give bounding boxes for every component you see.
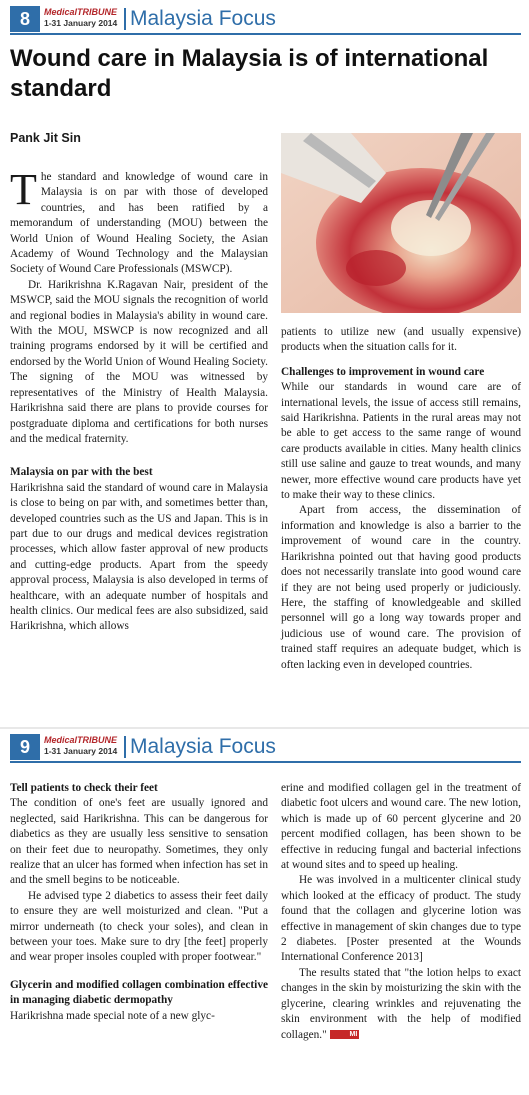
body-paragraph: patients to utilize new (and usually expensive) products when the situation calls for it.	[281, 326, 521, 354]
subheading: Tell patients to check their feet	[10, 782, 158, 794]
article-left-column	[10, 165, 268, 635]
body-paragraph: Harikrishna said the standard of wound care in Malaysia is close to being on par with, and sometimes better than, developed countries such as the US and Japan. This is in part due to our drugs and medical devices registration processes, which allow faster approval of new products and cutting-edge products. Apart from the speedy approval process, Malaysia is also developed in terms of healthcare, with an adequate number of hospitals and health clinics. Our medical fees are also subsidized, said Harikrishna, which allows	[10, 481, 268, 633]
article-headline: Wound care in Malaysia is of international standard	[10, 45, 489, 102]
drop-cap: T	[10, 165, 37, 214]
masthead-logo	[44, 735, 117, 757]
masthead-name: MedicalTRIBUNE	[44, 735, 118, 745]
section-title: Malaysia Focus	[130, 7, 276, 30]
body-paragraph: He was involved in a multicenter clinical study which looked at the efficacy of product. The study found that the collagen and glycerine lotion was effective in management of skin changes due to type 2 diabetes. [Poster presented at the Wounds International Conference 2013]	[281, 874, 521, 964]
author-byline: Pank Jit Sin	[10, 131, 81, 145]
subheading: Malaysia on par with the best	[10, 466, 153, 479]
subheading: Challenges to improvement in wound care	[281, 365, 485, 378]
body-paragraph: Apart from access, the dissemination of information and knowledge is also a barrier to the improvement of wound care in the country. Harikrishna pointed out that having good products does not necessarily translate into good wound care if they are not being used properly or judiciously. Here, the staffing of knowledgeable and skilled personnel will go a long way towards proper and judicious use of wound care. The provision of trained staff requires an adequate budget, which is often lacking even in developed countries.	[281, 504, 521, 671]
article-left-column	[10, 781, 268, 1024]
body-paragraph: While our standards in wound care are of international levels, the issue of access still remains, said Harikrishna. Patients in the rural areas may not be able to get access to the same range of wound care products available in cities. Many health clinics still use saline and gauze to treat wounds, and many newer, more effective wound care products have yet to make their way to these clinics.	[281, 381, 521, 502]
page-number: 8	[10, 6, 40, 32]
body-paragraph: He advised type 2 diabetics to assess their feet daily to ensure they are well moisturized and clean. "Put a mirror underneath (to check your soles), and clean in between your toes. Make sure to dry [the feet] properly and wear proper insoles coupled with proper footwear."	[10, 889, 268, 964]
body-paragraph: Dr. Harikrishna K.Ragavan Nair, president of the MSWCP, said the MOU signals the recognition of world and regional bodies in Malaysia's ability in wound care. With the MOU, MSWCP is now recognized and all training programs endorsed by it will be certified and endorsed by the World Union of Wound Healing Society. The signing of the MOU was witnessed by representatives of the Ministry of Health Malaysia. Harikrishna said there are plans to provide courses for postgraduate diploma and certifications for both nurses and the medical fraternity.	[10, 278, 268, 445]
article-right-column	[281, 325, 521, 673]
header-divider	[124, 736, 126, 758]
wound-photo	[281, 133, 521, 313]
page-separator	[0, 727, 529, 729]
page-number: 9	[10, 734, 40, 760]
page-header	[0, 734, 529, 760]
wound-photo-illustration	[281, 133, 521, 313]
issue-date: 1-31 January 2014	[44, 18, 118, 28]
header-rule	[10, 761, 521, 763]
lead-paragraph: The standard and knowledge of wound care in Malaysia is on par with those of developed countries, and has been ratified by a memorandum of understanding (MOU) between the World Union of Wound Healing Society, the Asian Academy of Wound Technology and the Malaysian Society of Wound Care Professionals (MSWCP).	[10, 165, 268, 276]
masthead-name: MedicalTRIBUNE	[44, 7, 118, 17]
header-divider	[124, 8, 126, 30]
subheading: Glycerin and modified collagen combination effective in managing diabetic dermopathy	[10, 978, 268, 1007]
masthead-logo	[44, 7, 117, 29]
section-title: Malaysia Focus	[130, 735, 276, 758]
body-paragraph: Harikrishna made special note of a new glyc-	[10, 1009, 215, 1022]
body-paragraph: erine and modified collagen gel in the treatment of diabetic foot ulcers and wound care. The new lotion, which is made up of 60 percent glycerine and 20 percent modified collagen, has been shown to be effective in reducing fungal and bacterial infections at wound sites and to speed up healing.	[281, 782, 521, 872]
body-paragraph: The results stated that "the lotion helps to exact changes in the skin by moisturizing the skin with the glycerine, clearing wrinkles and rejuvenating the skin environment with the help of modified collagen." MI	[281, 966, 521, 1041]
end-mark-icon: MI	[330, 1030, 360, 1039]
body-paragraph: The condition of one's feet are usually ignored and neglected, said Harikrishna. This can be dangerous for diabetics as they are usually less sensitive to sensation on their feet due to neuropathy. Sometimes, they only realize that an ulcer has formed when infection has set in and the smell begins to be noticeable.	[10, 797, 268, 887]
header-rule	[10, 33, 521, 35]
page-header	[0, 6, 529, 32]
article-right-column	[281, 781, 521, 1043]
issue-date: 1-31 January 2014	[44, 746, 118, 756]
